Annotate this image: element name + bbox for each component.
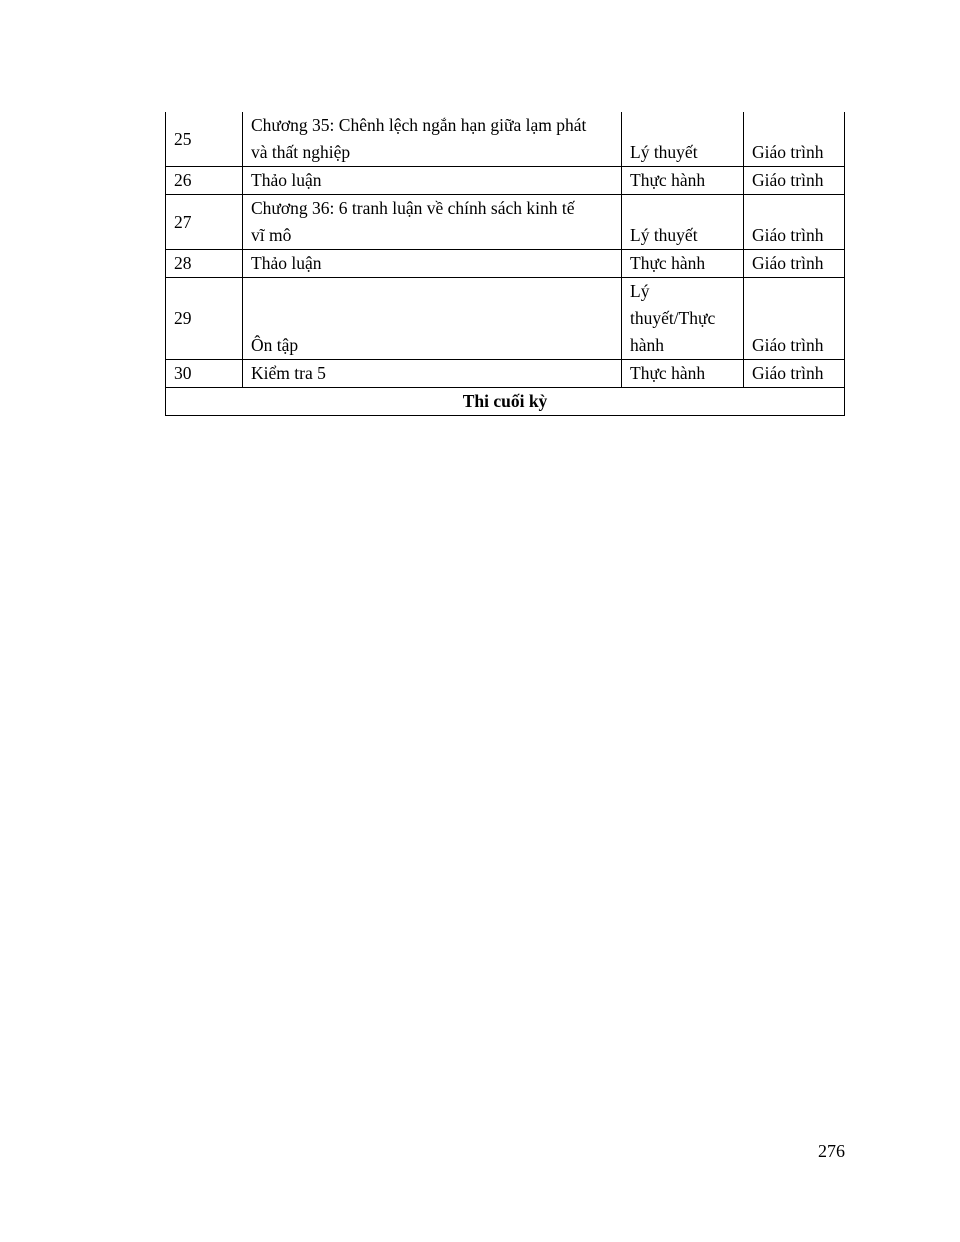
session-type [622,360,744,388]
table-row [166,278,845,360]
session-number: 30 [166,360,243,388]
session-number: 25 [166,112,243,167]
session-material: Giáo trình [744,278,845,360]
session-material: Giáo trình [744,167,845,195]
content-line: vĩ mô [251,225,292,245]
type-line: thuyết/Thực [630,308,716,328]
session-type [622,250,744,278]
session-type [622,195,744,250]
type-line: Thực hành [630,170,706,190]
content-line: Chương 36: 6 tranh luận về chính sách kinh tế [251,198,575,218]
content-line: Thảo luận [251,170,322,190]
session-content [243,278,622,360]
type-line: Thực hành [630,363,706,383]
type-line: Lý thuyết [630,142,698,162]
session-content [243,360,622,388]
session-material: Giáo trình [744,360,845,388]
session-material: Giáo trình [744,250,845,278]
type-line: Thực hành [630,253,706,273]
type-line: hành [630,335,665,355]
schedule-body [166,112,845,416]
table-row [166,250,845,278]
table-row [166,360,845,388]
final-exam-row [166,388,845,416]
content-line: Chương 35: Chênh lệch ngắn hạn giữa lạm phát [251,115,587,135]
session-material: Giáo trình [744,195,845,250]
session-number: 26 [166,167,243,195]
content-line: Thảo luận [251,253,322,273]
course-schedule-table [165,112,845,416]
session-type [622,112,744,167]
type-line: Lý thuyết [630,225,698,245]
session-content [243,250,622,278]
table-row [166,112,845,167]
session-type [622,167,744,195]
session-number: 28 [166,250,243,278]
session-number: 27 [166,195,243,250]
content-line: Ôn tập [251,335,299,355]
final-exam-label: Thi cuối kỳ [166,388,845,416]
session-material: Giáo trình [744,112,845,167]
table-row [166,195,845,250]
session-number: 29 [166,278,243,360]
page-number: 276 [818,1141,845,1161]
session-type [622,278,744,360]
session-content [243,167,622,195]
session-content [243,195,622,250]
table-row [166,167,845,195]
session-content [243,112,622,167]
content-line: Kiểm tra 5 [251,363,326,383]
type-line: Lý [630,281,650,301]
content-line: và thất nghiệp [251,142,351,162]
